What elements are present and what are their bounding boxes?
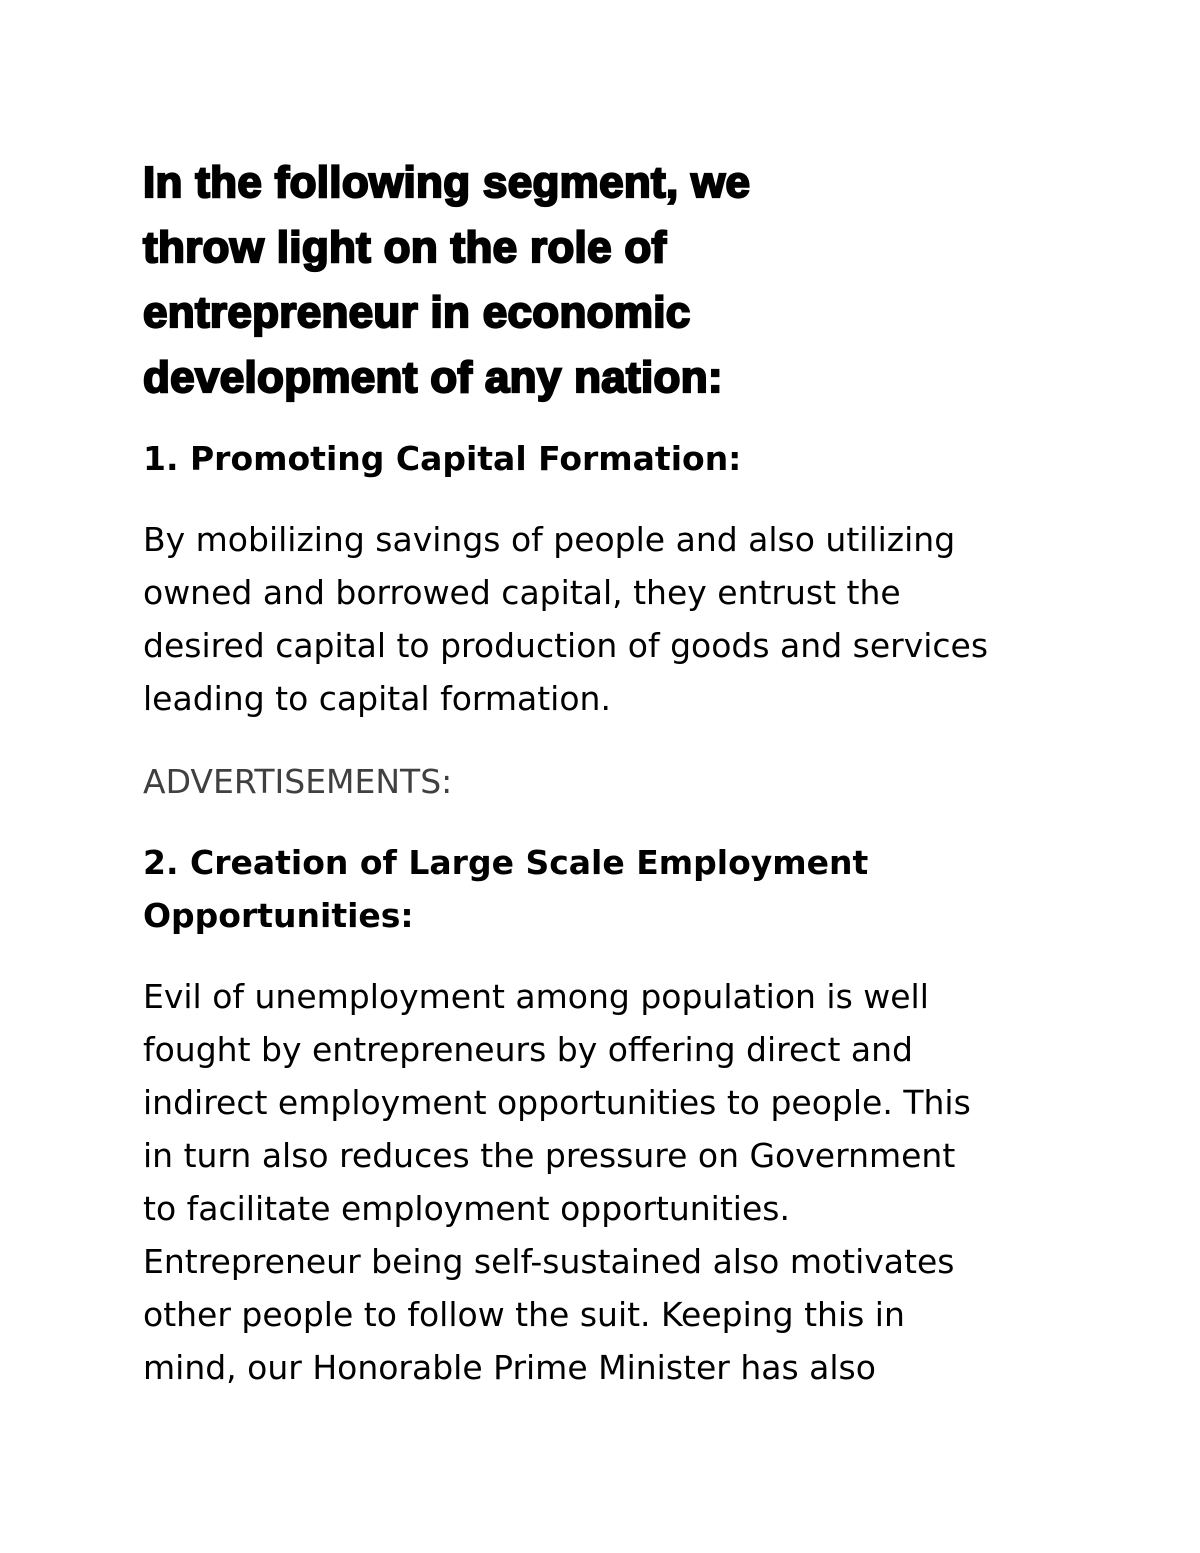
paragraph-line: to facilitate employment opportunities. xyxy=(143,1189,790,1228)
paragraph-line: indirect employment opportunities to people. This xyxy=(143,1083,971,1122)
section-1-title: 1. Promoting Capital Formation: xyxy=(143,439,742,478)
paragraph-line: fought by entrepreneurs by offering direct and xyxy=(143,1030,913,1069)
page-heading xyxy=(143,150,943,410)
section-title-line: Opportunities: xyxy=(143,896,414,935)
paragraph-line: By mobilizing savings of people and also utilizing xyxy=(143,520,956,559)
section-2-title xyxy=(143,836,1083,942)
section-1-paragraph xyxy=(143,513,1083,725)
paragraph-line: Evil of unemployment among population is well xyxy=(143,977,929,1016)
paragraph-line: leading to capital formation. xyxy=(143,679,611,718)
heading-line: entrepreneur in economic xyxy=(143,288,691,337)
paragraph-line: owned and borrowed capital, they entrust the xyxy=(143,573,901,612)
paragraph-line: mind, our Honorable Prime Minister has also xyxy=(143,1348,876,1387)
page-content xyxy=(143,150,1083,1394)
heading-line: In the following segment, we xyxy=(143,158,751,207)
heading-line: throw light on the role of xyxy=(143,223,667,272)
advertisements-label: ADVERTISEMENTS: xyxy=(143,762,453,801)
paragraph-line: desired capital to production of goods and services xyxy=(143,626,989,665)
heading-line: development of any nation: xyxy=(143,353,723,402)
paragraph-line: Entrepreneur being self-sustained also motivates xyxy=(143,1242,955,1281)
section-title-line: 2. Creation of Large Scale Employment xyxy=(143,843,869,882)
paragraph-line: other people to follow the suit. Keeping this in xyxy=(143,1295,905,1334)
section-2-paragraph xyxy=(143,970,1083,1394)
paragraph-line: in turn also reduces the pressure on Government xyxy=(143,1136,956,1175)
